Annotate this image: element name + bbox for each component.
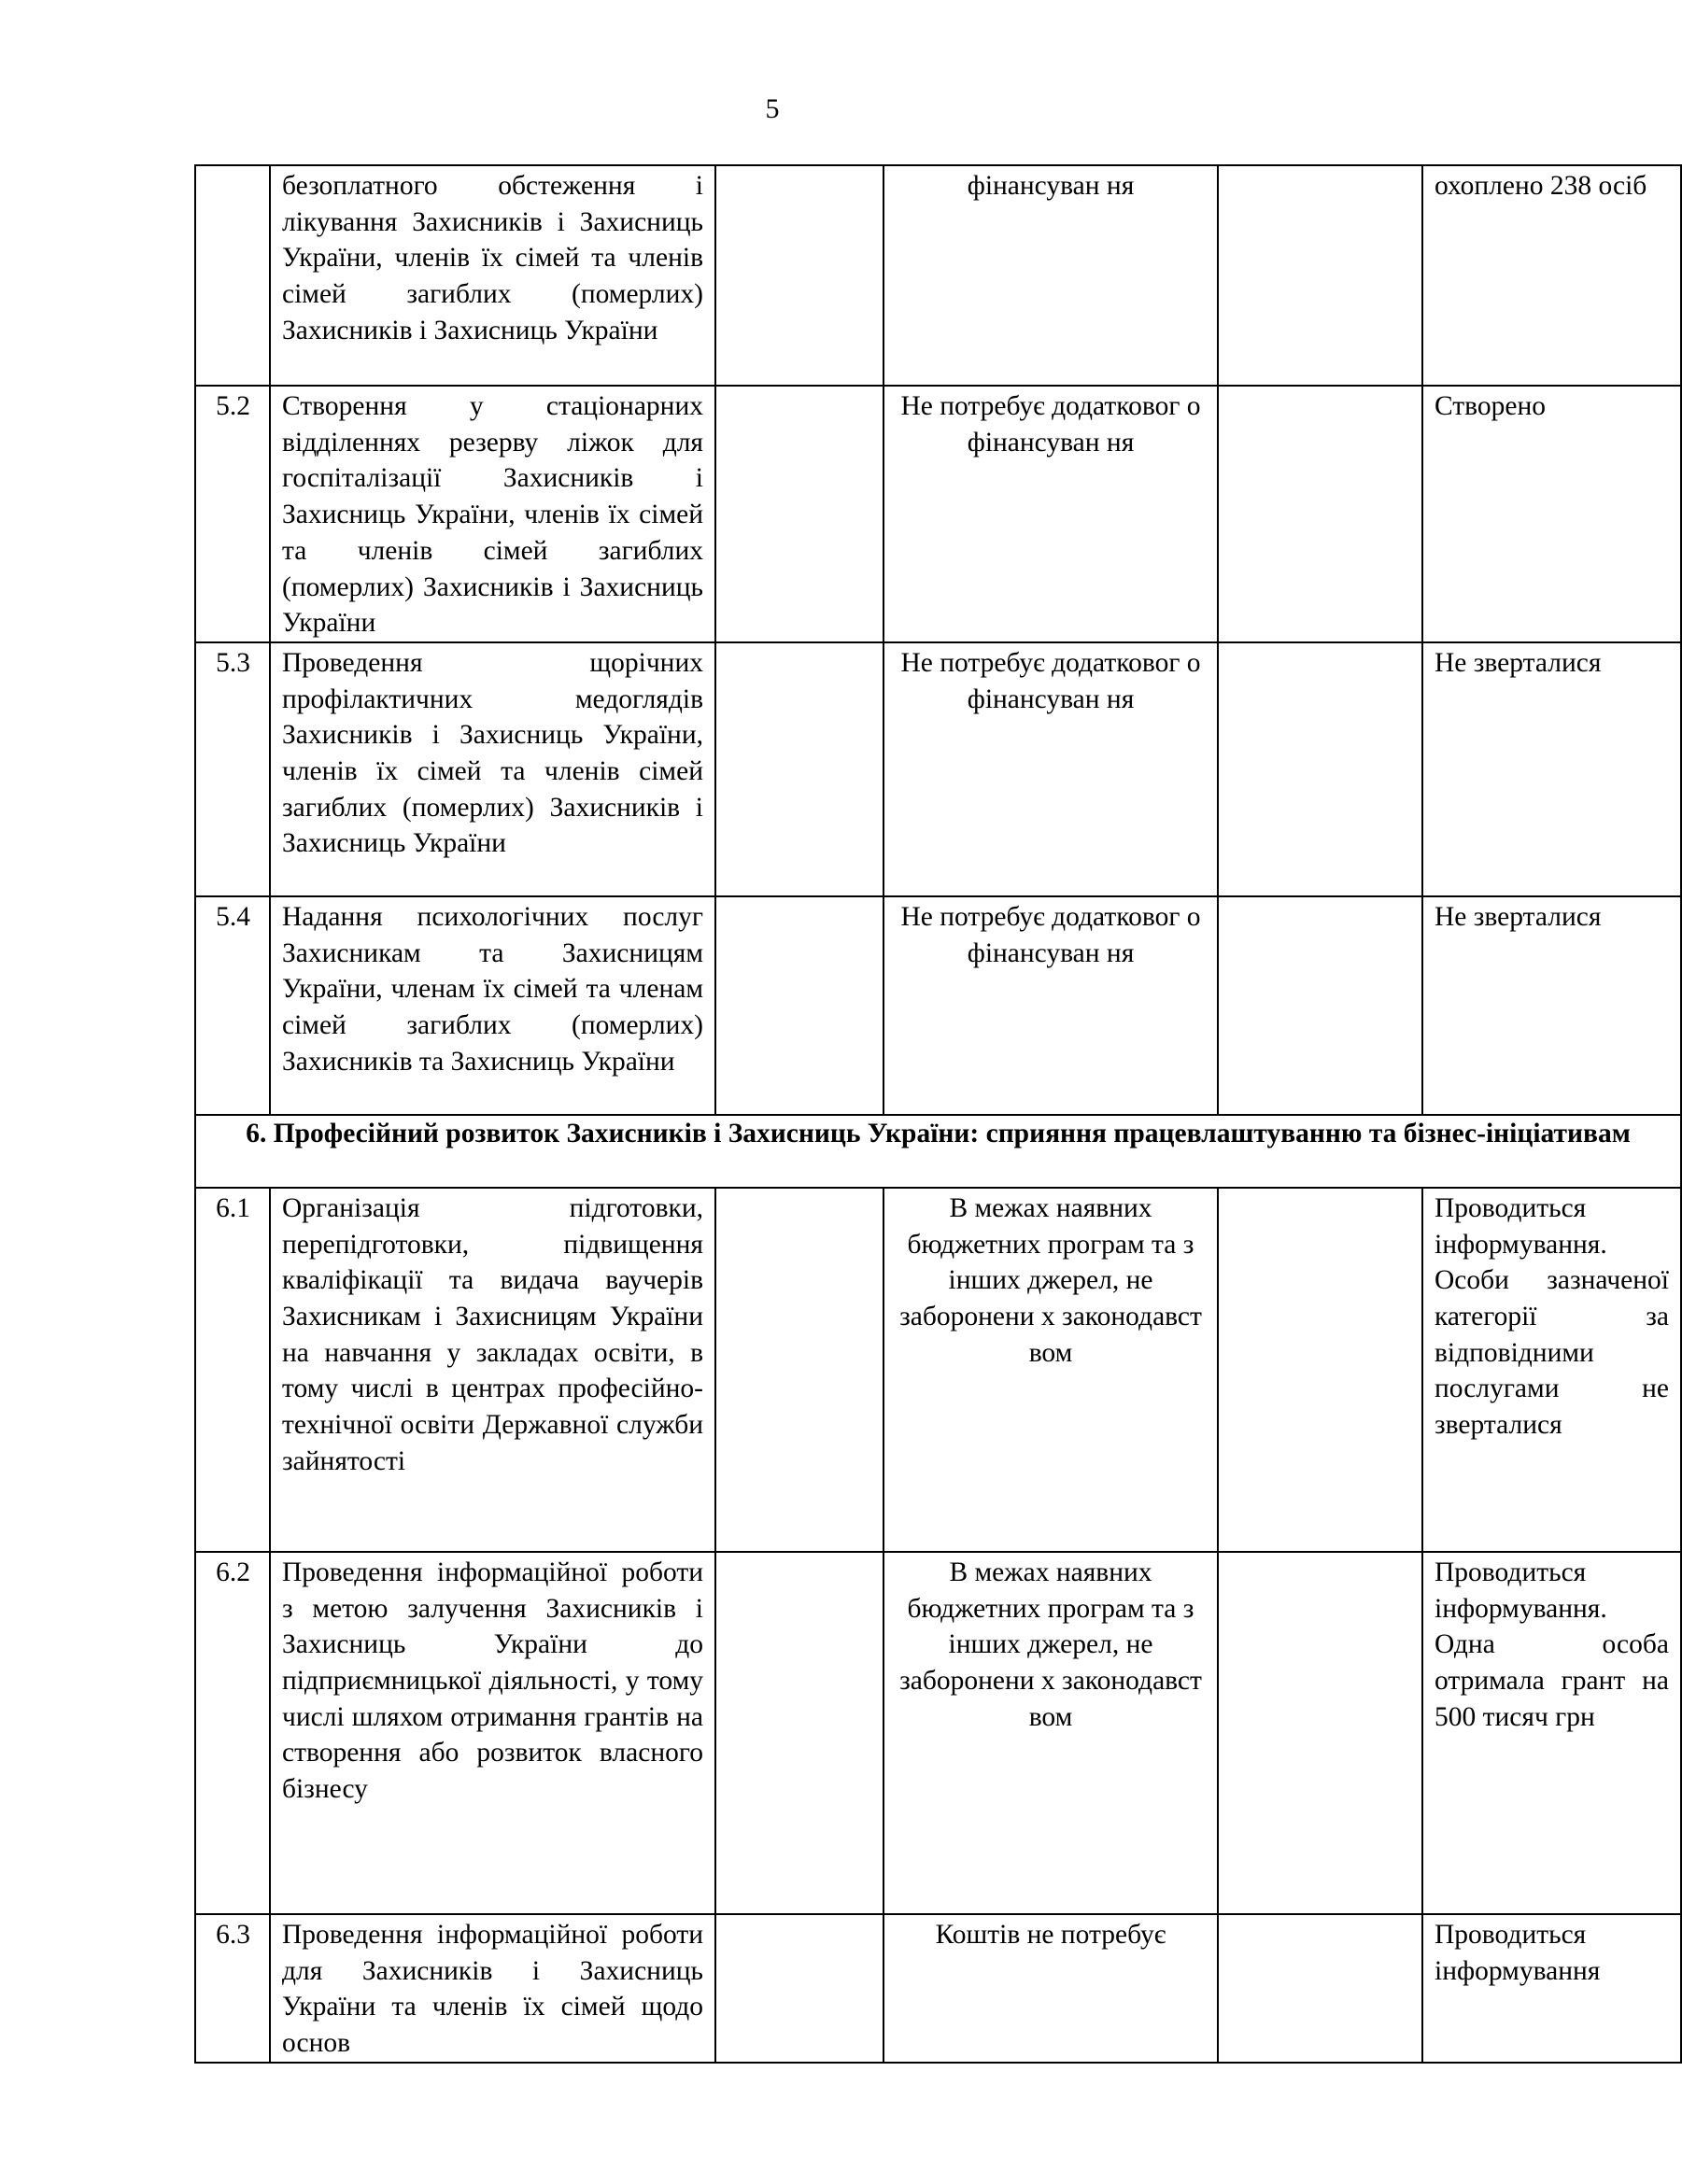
table-row [195, 1914, 1681, 2063]
funding-cell: Коштів не потребує [883, 1914, 1218, 2063]
funding-cell: Не потребує додатковог о фінансуван ня [883, 896, 1218, 1115]
measure-description: Проведення щорічних профілактичних медоглядів Захисників і Захисниць України, членів їх сімей та членів сімей загиблих (померлих) Захисників і Захисниць України [270, 642, 715, 896]
status-cell: охоплено 238 осіб [1422, 165, 1681, 386]
section-header-row [195, 1115, 1681, 1188]
empty-cell [715, 165, 883, 386]
funding-cell: Не потребує додатковог о фінансуван ня [883, 386, 1218, 642]
row-number-cell: 6.3 [195, 1914, 270, 2063]
row-number-cell: 5.2 [195, 386, 270, 642]
empty-cell [1218, 165, 1422, 386]
measure-description: Проведення інформаційної роботи з метою залучення Захисників і Захисниць України до підприємницької діяльності, у тому числі шляхом отримання грантів на створення або розвиток власного бізнесу [270, 1552, 715, 1914]
table-row [195, 165, 1681, 386]
table-row [195, 1552, 1681, 1914]
status-cell: Проводиться інформування. Особи зазначеної категорії за відповідними послугами не зверталися [1422, 1188, 1681, 1552]
status-cell: Проводиться інформування. Одна особа отримала грант на 500 тисяч грн [1422, 1552, 1681, 1914]
funding-cell: Не потребує додатковог о фінансуван ня [883, 642, 1218, 896]
empty-cell [715, 1914, 883, 2063]
measure-description: Проведення інформаційної роботи для Захисників і Захисниць України та членів їх сімей щодо основ [270, 1914, 715, 2063]
row-number-cell: 5.4 [195, 896, 270, 1115]
row-number-cell: 6.1 [195, 1188, 270, 1552]
status-cell: Проводиться інформування [1422, 1914, 1681, 2063]
section-title: 6. Професійний розвиток Захисників і Захисниць України: сприяння працевлаштуванню та бізнес-ініціативам [195, 1115, 1681, 1188]
page-number: 5 [765, 93, 780, 124]
measure-description: безоплатного обстеження і лікування Захисників і Захисниць України, членів їх сімей та членів сімей загиблих (померлих) Захисників і Захисниць України [270, 165, 715, 386]
empty-cell [1218, 386, 1422, 642]
funding-cell: В межах наявних бюджетних програм та з інших джерел, не заборонени х законодавст вом [883, 1188, 1218, 1552]
empty-cell [1218, 896, 1422, 1115]
row-number-cell: 6.2 [195, 1552, 270, 1914]
empty-cell [715, 386, 883, 642]
measure-description: Організація підготовки, перепідготовки, підвищення кваліфікації та видача ваучерів Захисникам і Захисницям України на навчання у закладах освіти, в тому числі в центрах професійно-технічної освіти Державної служби зайнятості [270, 1188, 715, 1552]
empty-cell [715, 896, 883, 1115]
status-cell: Створено [1422, 386, 1681, 642]
empty-cell [715, 1188, 883, 1552]
empty-cell [1218, 1914, 1422, 2063]
empty-cell [715, 642, 883, 896]
table-row [195, 386, 1681, 642]
table-row [195, 896, 1681, 1115]
measure-description: Створення у стаціонарних відділеннях резерву ліжок для госпіталізації Захисників і Захисниць України, членів їх сімей та членів сімей загиблих (померлих) Захисників і Захисниць України [270, 386, 715, 642]
empty-cell [715, 1552, 883, 1914]
measures-table [194, 164, 1682, 2064]
empty-cell [1218, 1552, 1422, 1914]
table-row [195, 1188, 1681, 1552]
status-cell: Не зверталися [1422, 896, 1681, 1115]
empty-cell [1218, 642, 1422, 896]
row-number-cell [195, 165, 270, 386]
funding-cell: фінансуван ня [883, 165, 1218, 386]
funding-cell: В межах наявних бюджетних програм та з інших джерел, не заборонени х законодавст вом [883, 1552, 1218, 1914]
row-number-cell: 5.3 [195, 642, 270, 896]
measure-description: Надання психологічних послуг Захисникам та Захисницям України, членам їх сімей та членам сімей загиблих (померлих) Захисників та Захисниць України [270, 896, 715, 1115]
table-row [195, 642, 1681, 896]
status-cell: Не зверталися [1422, 642, 1681, 896]
empty-cell [1218, 1188, 1422, 1552]
